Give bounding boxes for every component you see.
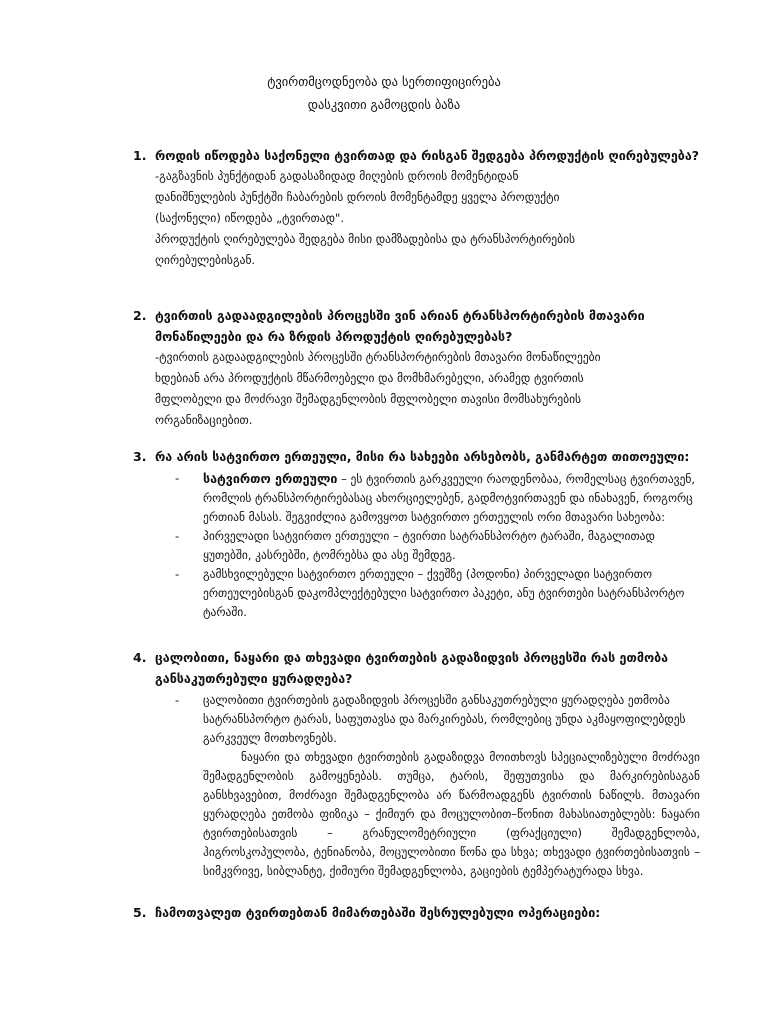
question-title: ჩამოთვალეთ ტვირთებთან მიმართებაში შესრულებული ოპერაციები: (155, 905, 601, 920)
answer-line: დანიშნულების პუნქტში ჩაბარების დროის მომენტამდე ყველა პროდუქტი (155, 190, 560, 204)
bullet-item (155, 469, 700, 527)
header-line-1: ტვირთმცოდნეობა და სერთიფიცირება (267, 74, 501, 89)
answer-line: პროდუქტის ღირებულება შედგება მისი დამზადებისა და ტრანსპორტირების (155, 232, 576, 246)
header-line-2: დასკვითი გამოცდის ბაზა (307, 97, 461, 112)
bullet-dash: - (175, 471, 180, 485)
answer-line: მფლობელი და მოძრავი შემადგენლობის მფლობელი თავისი მომსახურების (155, 392, 582, 406)
question-1 (133, 145, 700, 271)
answer-line: ხდებიან არა პროდუქტის მწარმოებელი და მომხმარებელი, არამედ ტვირთის (155, 371, 584, 385)
question-number: 5. (133, 905, 147, 920)
bullet-dash: - (175, 529, 180, 543)
question-4 (133, 647, 700, 881)
question-number: 2. (133, 308, 147, 323)
bullet-text: გამსხვილებული სატვირთო ერთეული – ქვეშზე (პოდონი) პირველადი სატვირთო ერთეულებისგან დაკომპლექტებული სატვირთო პაკეტი, ანუ ტვირთები სატრანსპორტო ტარაში. (203, 567, 685, 619)
answer-line: ორგანიზაციებით. (155, 413, 253, 427)
answer-line: ღირებულებისგან. (155, 253, 256, 267)
question-number: 3. (133, 449, 147, 464)
question-title: რა არის სატვირთო ერთეული, მისი რა სახეები არსებობს, განმარტეთ თითოეული: (155, 449, 690, 464)
answer-line: -ტვირთის გადაადგილების პროცესში ტრანსპორტირების მთავარი მონაწილეები (155, 350, 601, 364)
answer-line: -გაგზავნის პუნქტიდან გადასაზიდად მიღების დროის მომენტიდან (155, 169, 519, 183)
question-number: 4. (133, 650, 147, 665)
question-number: 1. (133, 148, 147, 163)
question-title: ტვირთის გადაადგილების პროცესში ვინ არიან ტრანსპორტირების მთავარი მონაწილეები და რა ზრდის პროდუქტის ღირებულებას? (155, 308, 645, 344)
bullet-term: სატვირთო ერთეული (203, 471, 338, 486)
bullet-text: ცალობითი ტვირთების გადაზიდვის პროცესში განსაკუთრებული ყურადღება ეთმობა სატრანსპორტო ტარას, საფუთავსა და მარკირებას, რომლებიც უნდა აკმაყოფილებდეს გარკვეულ მოთხოვნებს. (203, 693, 686, 745)
bullet-item (155, 691, 700, 748)
bullet-dash: - (175, 693, 180, 707)
question-5 (133, 902, 700, 923)
question-2 (133, 305, 700, 431)
bullet-text: პირველადი სატვირთო ერთეული – ტვირთი სატრანსპორტო ტარაში, მაგალითად ყუთებში, კასრებში, ტომრებსა და ასე შემდეგ. (203, 529, 655, 562)
answer (155, 347, 700, 431)
bullet-text: – ეს ტვირთის გარკვეული რაოდენობაა, რომელსაც ტვირთავენ, რომლის ტრანსპორტირებასაც ახორციელებენ, გადმოტვირთავენ და ინახავენ, როგორც ერთიან მასას. შეგვიძლია გამოვყოთ სატვირთო ერთეულის ორი მთავარი სახეობა: (203, 472, 696, 524)
document-header (0, 70, 768, 116)
question-3 (133, 446, 700, 622)
answer (155, 166, 700, 271)
answer-line: (საქონელი) იწოდება „ტვირთად". (155, 211, 344, 225)
bullet-dash: - (175, 567, 180, 581)
question-title: როდის იწოდება საქონელი ტვირთად და რისგან შედგება პროდუქტის ღირებულება? (155, 148, 699, 163)
bullet-item (155, 527, 700, 565)
question-title: ცალობითი, ნაყარი და თხევადი ტვირთების გადაზიდვის პროცესში რას ეთმობა განსაკუთრებული ყურადღება? (155, 650, 669, 686)
bullet-item (155, 565, 700, 622)
answer-paragraph: ნაყარი და თხევადი ტვირთების გადაზიდვა მოითხოვს სპეციალიზებული მოძრავი შემადგენლობის გამოყენებას. თუმცა, ტარის, შეფუთვისა და მარკირებისაგან განსხვავებით, მოძრავი შემადგენლობა არ წარმოადგენს ტვირთის ნაწილს. მთავარი ყურადღება ეთმობა ფიზიკა – ქიმიურ და მოცულობით–წონით მახასიათებლებს: ნაყარი ტვირთებისათვის – გრანულომეტრიული (ფრაქციული) შემადგენლობა, ჰიგროსკოპულობა, ტენიანობა, მოცულობითი წონა და სხვა; თხევადი ტვირთებისათვის – სიმკვრივე, სიბლანტე, ქიმიური შემადგენლობა, გაციების ტემპერატურადა სხვა. (203, 750, 700, 878)
